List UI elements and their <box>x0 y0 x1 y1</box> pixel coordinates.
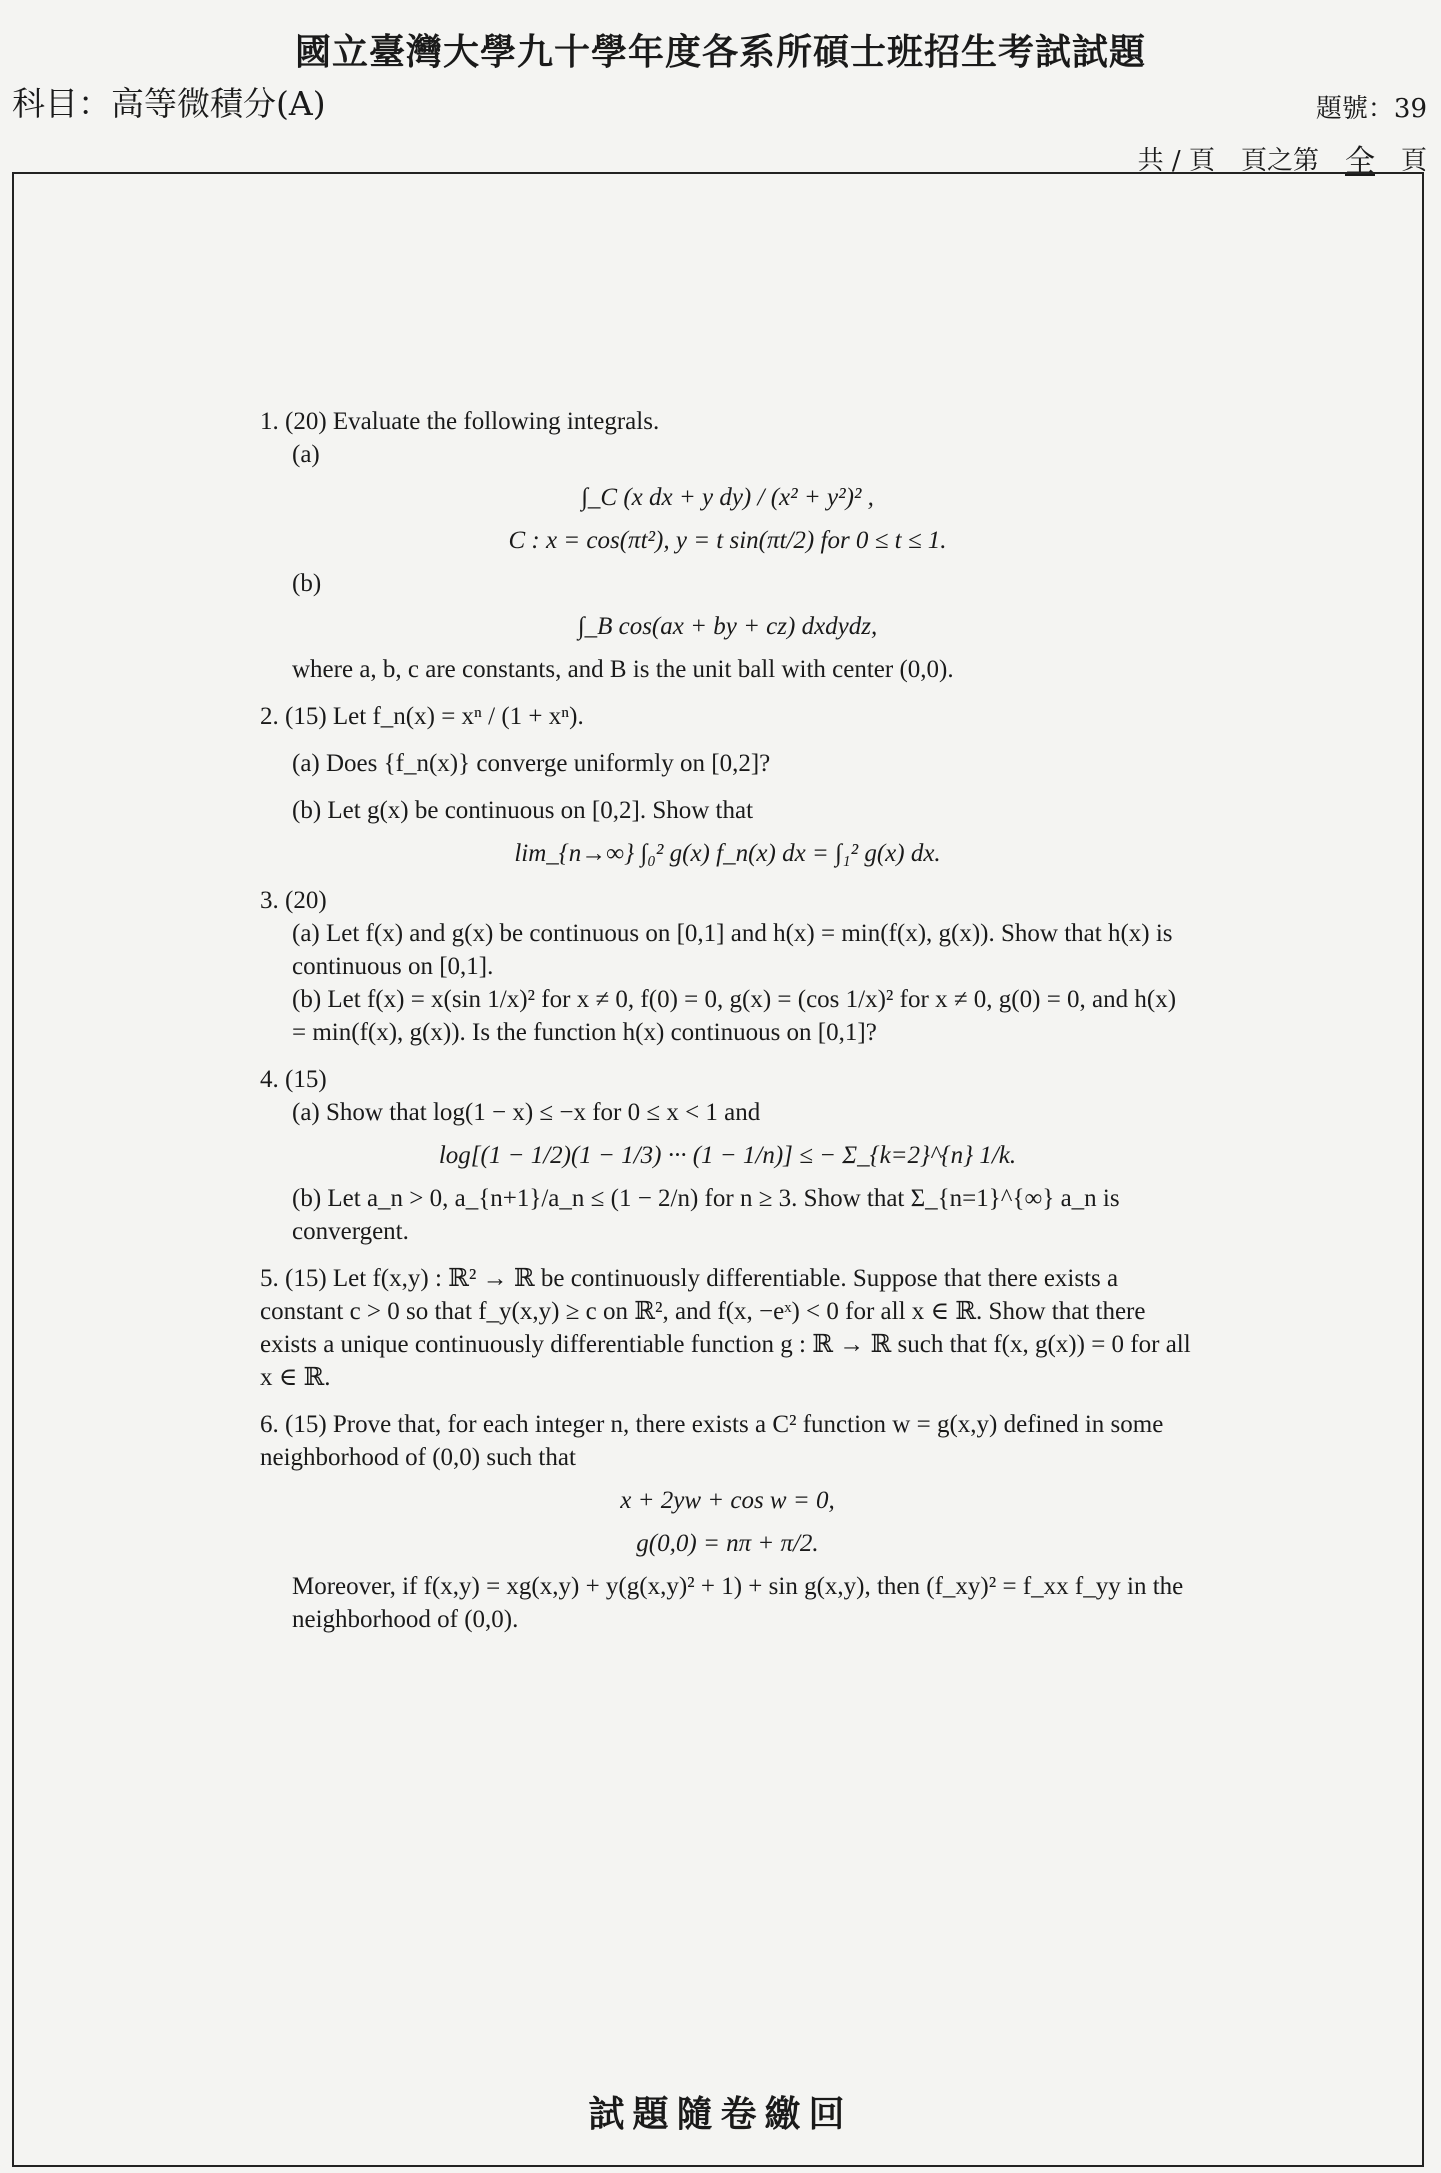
problem-3b-text: (b) Let f(x) = x(sin 1/x)² for x ≠ 0, f(0) = 0, g(x) = (cos 1/x)² for x ≠ 0, g(0) = 0, and h(x) = min(f(x), g(x)). Is the function h(x) continuous on [0,1]? <box>292 986 1177 1046</box>
problem-1 <box>260 405 1195 686</box>
problem-3-heading: 3. (20) <box>260 887 327 914</box>
problems-section <box>260 405 1195 1650</box>
problem-3a-text: (a) Let f(x) and g(x) be continuous on [0,1] and h(x) = min(f(x), g(x)). Show that h(x) is continuous on [0,1]. <box>292 920 1173 980</box>
problem-1a-label: (a) <box>292 441 320 468</box>
problem-6-equation-2: g(0,0) = nπ + π/2. <box>636 1530 819 1557</box>
problem-4b-text: (b) Let a_n > 0, a_{n+1}/a_n ≤ (1 − 2/n) for n ≥ 3. Show that Σ_{n=1}^{∞} a_n is convergent. <box>292 1185 1120 1245</box>
problem-1b-label: (b) <box>292 570 322 597</box>
problem-2b-text: (b) Let g(x) be continuous on [0,2]. Show that <box>292 797 754 824</box>
page-current-mark: 全 <box>1344 144 1375 179</box>
problem-1-heading: 1. (20) Evaluate the following integrals. <box>260 408 660 435</box>
problem-6-heading: 6. (15) Prove that, for each integer n, there exists a C² function w = g(x,y) defined in some neighborhood of (0,0) such that <box>260 1411 1164 1471</box>
problem-4a-formula: log[(1 − 1/2)(1 − 1/3) ··· (1 − 1/n)] ≤ − Σ_{k=2}^{n} 1/k. <box>438 1142 1017 1169</box>
problem-6 <box>260 1408 1195 1636</box>
problem-6-equation-1: x + 2yw + cos w = 0, <box>620 1487 835 1514</box>
problem-2-heading: 2. (15) Let f_n(x) = xⁿ / (1 + xⁿ). <box>260 703 584 730</box>
question-number: 題號：39 <box>1315 94 1427 124</box>
problem-2b-formula: lim_{n→∞} ∫₀² g(x) f_n(x) dx = ∫₁² g(x) dx. <box>514 840 941 867</box>
problem-5-text: 5. (15) Let f(x,y) : ℝ² → ℝ be continuously differentiable. Suppose that there exists a constant c > 0 so that f_y(x,y) ≥ c on ℝ², and f(x, −eˣ) < 0 for all x ∈ ℝ. Show that there exists a unique continuously differentiable function g : ℝ → ℝ such that f(x, g(x)) = 0 for all x ∈ ℝ. <box>260 1265 1191 1391</box>
problem-1b-integral: ∫_B cos(ax + by + cz) dxdydz, <box>577 613 878 640</box>
page-suffix: 頁 <box>1400 145 1427 176</box>
problem-1b-text: where a, b, c are constants, and B is the unit ball with center (0,0). <box>292 656 954 683</box>
exam-title: 國立臺灣大學九十學年度各系所碩士班招生考試試題 <box>294 31 1146 73</box>
problem-1a-integral: ∫_C (x dx + y dy) / (x² + y²)² , <box>581 484 874 511</box>
problem-4 <box>260 1063 1195 1248</box>
page-total: 共 / 頁 <box>1137 145 1215 176</box>
problem-6-text: Moreover, if f(x,y) = xg(x,y) + y(g(x,y)² + 1) + sin g(x,y), then (f_xy)² = f_xx f_yy in the neighborhood of (0,0). <box>292 1573 1184 1633</box>
page-current-label: 頁之第 <box>1240 145 1319 176</box>
problem-4a-text: (a) Show that log(1 − x) ≤ −x for 0 ≤ x < 1 and <box>292 1099 761 1126</box>
subject-label: 科目：高等微積分(A) <box>12 84 326 123</box>
problem-2a-text: (a) Does {f_n(x)} converge uniformly on [0,2]? <box>292 750 771 777</box>
problem-5 <box>260 1262 1195 1394</box>
problem-4-heading: 4. (15) <box>260 1066 327 1093</box>
problem-1a-curve: C : x = cos(πt²), y = t sin(πt/2) for 0 ≤ t ≤ 1. <box>508 527 947 554</box>
problem-2 <box>260 700 1195 870</box>
return-notice: 試題隨卷繳回 <box>588 2093 853 2135</box>
problem-3 <box>260 884 1195 1049</box>
